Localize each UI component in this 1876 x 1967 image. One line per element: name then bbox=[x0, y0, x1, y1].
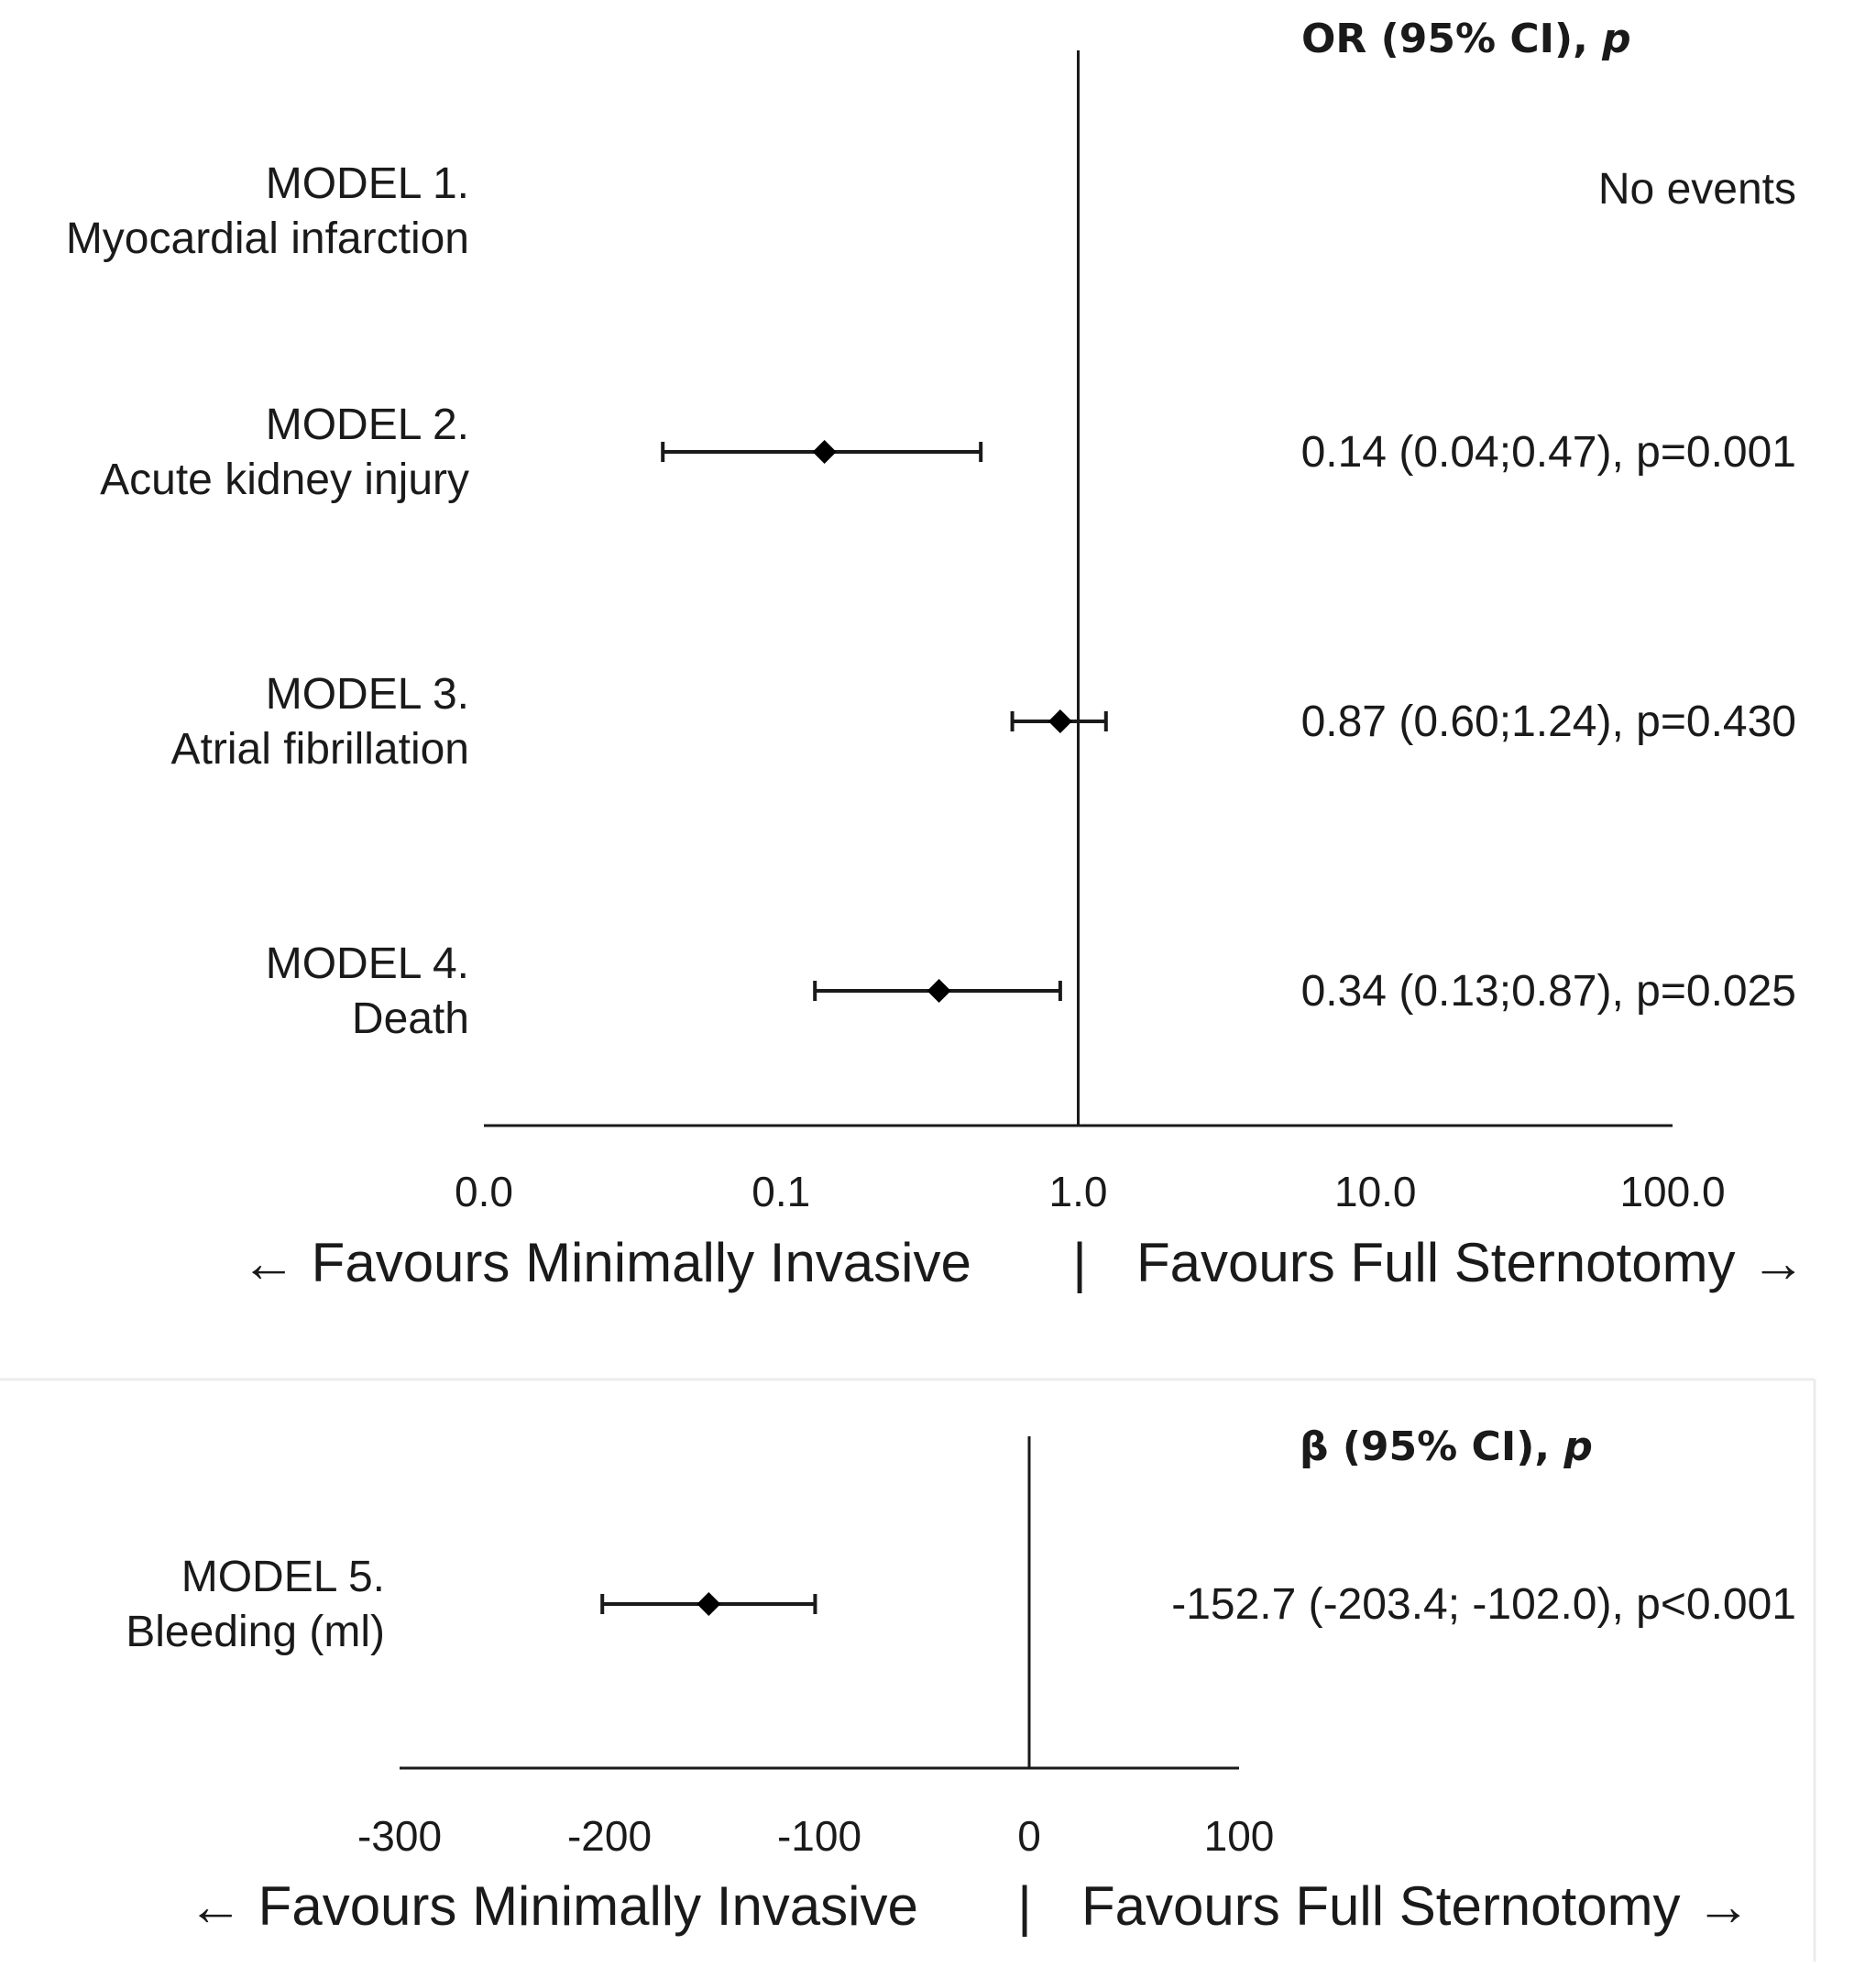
x-tick-label: 10.0 bbox=[1333, 1168, 1417, 1215]
panel-odds-ratio bbox=[66, 16, 1805, 1293]
row-outcome-label: Death bbox=[351, 994, 469, 1043]
panel2-column-header: β (95% CI), p bbox=[1300, 1423, 1593, 1470]
panel1-favours-left: ← Favours Minimally Invasive bbox=[241, 1232, 971, 1293]
row-result-text: -152.7 (-203.4; -102.0), p<0.001 bbox=[1171, 1580, 1796, 1629]
x-tick-label: 0 bbox=[1017, 1812, 1041, 1860]
x-tick-label: 1.0 bbox=[1048, 1168, 1108, 1215]
point-estimate-marker bbox=[1048, 709, 1072, 733]
row-model-label: MODEL 5. bbox=[181, 1553, 385, 1601]
row-result-text: 0.87 (0.60;1.24), p=0.430 bbox=[1300, 698, 1796, 746]
row-model-label: MODEL 1. bbox=[265, 159, 469, 208]
x-tick-label: -100 bbox=[776, 1812, 862, 1860]
panel2-favours-divider: | bbox=[1017, 1875, 1032, 1937]
row-model-label: MODEL 4. bbox=[265, 940, 469, 988]
panel2-favours-left: ← Favours Minimally Invasive bbox=[188, 1875, 918, 1937]
row-outcome-label: Myocardial infarction bbox=[65, 214, 469, 263]
panel-beta bbox=[126, 1423, 1796, 1937]
row-model-label: MODEL 3. bbox=[265, 670, 469, 719]
x-tick-label: 0.1 bbox=[751, 1168, 811, 1215]
x-tick-label: -200 bbox=[566, 1812, 653, 1860]
panel1-column-header: OR (95% CI), p bbox=[1301, 16, 1631, 62]
panel2-favours-right: Favours Full Sternotomy → bbox=[1081, 1875, 1751, 1937]
x-tick-label: 100 bbox=[1203, 1812, 1275, 1860]
panel1-favours-right: Favours Full Sternotomy → bbox=[1136, 1232, 1806, 1293]
x-tick-label: 100.0 bbox=[1619, 1168, 1726, 1215]
x-tick-label: -300 bbox=[357, 1812, 443, 1860]
row-model-label: MODEL 2. bbox=[265, 401, 469, 449]
point-estimate-marker bbox=[813, 440, 837, 464]
panel1-favours-divider: | bbox=[1072, 1232, 1087, 1293]
row-outcome-label: Bleeding (ml) bbox=[126, 1608, 385, 1656]
row-result-text: 0.14 (0.04;0.47), p=0.001 bbox=[1300, 428, 1796, 477]
point-estimate-marker bbox=[697, 1592, 720, 1616]
row-outcome-label: Atrial fibrillation bbox=[170, 725, 469, 774]
row-result-text: 0.34 (0.13;0.87), p=0.025 bbox=[1300, 967, 1796, 1016]
point-estimate-marker bbox=[927, 979, 951, 1003]
x-tick-label: 0.0 bbox=[455, 1168, 513, 1215]
row-outcome-label: Acute kidney injury bbox=[100, 456, 469, 504]
row-result-text: No events bbox=[1597, 165, 1796, 214]
